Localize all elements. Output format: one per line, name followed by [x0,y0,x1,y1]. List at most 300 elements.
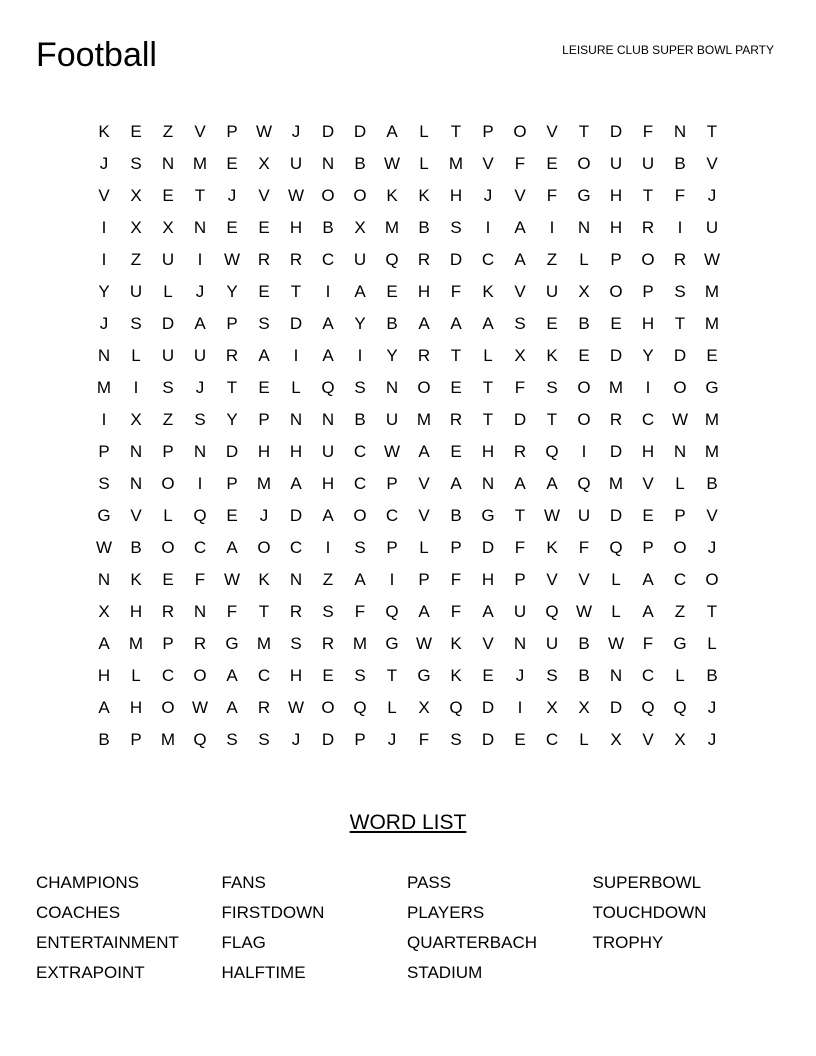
word-list-item: PLAYERS [407,903,485,922]
grid-letter: R [225,346,239,365]
grid-letter: X [130,218,142,237]
grid-letter: O [161,698,175,717]
grid-letter: D [161,314,175,333]
grid-letter: W [255,122,273,141]
grid-letter: W [223,250,241,269]
grid-letter: F [194,570,206,589]
word-list-item: STADIUM [407,963,483,982]
grid-letter: X [578,698,590,717]
grid-letter: O [321,186,335,205]
grid-letter: A [354,282,366,301]
grid-letter: X [130,186,142,205]
word-list-item: FIRSTDOWN [221,903,325,922]
grid-letter: E [258,218,270,237]
grid-letter: J [707,730,717,749]
grid-letter: S [322,602,334,621]
grid-letter: E [386,282,398,301]
grid-letter: F [642,122,654,141]
grid-letter: E [546,314,558,333]
grid-letter: T [706,122,718,141]
grid-letter: W [287,698,305,717]
grid-letter: U [545,634,559,653]
grid-letter: X [418,698,430,717]
grid-row [88,724,728,756]
grid-row [88,180,728,212]
grid-row [88,148,728,180]
grid-letter: C [161,666,175,685]
grid-letter: G [673,634,687,653]
grid-letter: D [481,538,495,557]
grid-letter: S [290,634,302,653]
grid-row [88,500,728,532]
grid-row [88,628,728,660]
grid-letter: I [645,378,651,397]
grid-letter: P [642,538,654,557]
grid-letter: V [706,506,718,525]
grid-letter: E [514,730,526,749]
grid-letter: Q [545,602,559,621]
grid-letter: D [609,698,623,717]
grid-letter: J [99,154,109,173]
grid-letter: M [416,410,432,429]
grid-letter: W [575,602,593,621]
grid-letter: L [579,730,589,749]
grid-letter: D [321,730,335,749]
grid-letter: S [674,282,686,301]
grid-letter: A [418,314,430,333]
grid-letter: T [642,186,654,205]
grid-letter: O [673,378,687,397]
grid-letter: A [290,474,302,493]
grid-letter: N [129,442,143,461]
grid-letter: S [258,314,270,333]
grid-letter: W [191,698,209,717]
grid-letter: Q [385,250,399,269]
grid-letter: L [387,698,397,717]
grid-letter: J [707,186,717,205]
grid-letter: T [482,378,494,397]
grid-letter: R [257,698,271,717]
grid-letter: W [415,634,433,653]
grid-letter: C [385,506,399,525]
grid-letter: C [481,250,495,269]
grid-letter: V [418,506,430,525]
word-list-item: CHAMPIONS [36,873,139,892]
grid-letter: Y [642,346,654,365]
grid-letter: H [257,442,271,461]
grid-letter: L [163,282,173,301]
grid-letter: C [641,666,655,685]
grid-letter: J [483,186,493,205]
grid-letter: P [162,442,174,461]
grid-letter: B [130,538,142,557]
grid-letter: U [161,346,175,365]
grid-letter: K [546,538,558,557]
grid-letter: N [481,474,495,493]
grid-letter: Y [98,282,110,301]
grid-letter: O [641,250,655,269]
grid-letter: N [609,666,623,685]
grid-letter: K [258,570,270,589]
grid-letter: L [419,538,429,557]
grid-letter: E [578,346,590,365]
grid-letter: D [609,506,623,525]
grid-letter: D [481,698,495,717]
grid-letter: E [450,442,462,461]
grid-letter: D [609,346,623,365]
grid-letter: V [578,570,590,589]
grid-letter: J [259,506,269,525]
grid-letter: R [161,602,175,621]
grid-letter: X [98,602,110,621]
grid-letter: T [706,602,718,621]
grid-letter: V [546,570,558,589]
grid-letter: N [577,218,591,237]
grid-letter: D [673,346,687,365]
grid-letter: P [258,410,270,429]
grid-letter: X [610,730,622,749]
grid-letter: L [419,154,429,173]
grid-letter: H [417,282,431,301]
word-list-item: FANS [221,873,266,892]
grid-letter: L [291,378,301,397]
grid-letter: E [482,666,494,685]
grid-letter: U [577,506,591,525]
grid-letter: L [419,122,429,141]
grid-letter: D [609,122,623,141]
grid-letter: D [449,250,463,269]
grid-letter: A [418,442,430,461]
grid-letter: F [514,538,526,557]
grid-letter: R [321,634,335,653]
grid-letter: A [514,218,526,237]
grid-letter: G [481,506,495,525]
grid-letter: Z [546,250,558,269]
grid-letter: A [514,250,526,269]
word-list-item: EXTRAPOINT [36,963,145,982]
grid-letter: W [671,410,689,429]
page-subtitle: LEISURE CLUB SUPER BOWL PARTY [562,43,774,57]
grid-letter: W [607,634,625,653]
word-list-column [593,868,779,988]
word-list-item: COACHES [36,903,121,922]
grid-letter: K [482,282,494,301]
grid-letter: P [610,250,622,269]
grid-letter: S [546,378,558,397]
grid-letter: T [578,122,590,141]
grid-letter: A [482,602,494,621]
grid-letter: G [705,378,719,397]
grid-letter: W [703,250,721,269]
grid-letter: T [194,186,206,205]
grid-letter: W [383,154,401,173]
grid-letter: R [513,442,527,461]
grid-letter: R [417,250,431,269]
grid-letter: U [161,250,175,269]
grid-row [88,372,728,404]
grid-letter: E [162,570,174,589]
grid-letter: Q [609,538,623,557]
grid-letter: U [289,154,303,173]
grid-row [88,532,728,564]
grid-letter: P [642,282,654,301]
grid-letter: M [608,378,624,397]
grid-letter: D [353,122,367,141]
grid-letter: M [448,154,464,173]
grid-row [88,436,728,468]
grid-letter: H [129,698,143,717]
grid-letter: O [193,666,207,685]
grid-letter: H [481,442,495,461]
grid-letter: Q [193,730,207,749]
grid-letter: I [677,218,683,237]
grid-letter: R [673,250,687,269]
grid-letter: A [642,602,654,621]
grid-letter: M [160,730,176,749]
grid-letter: M [256,634,272,653]
grid-letter: P [386,538,398,557]
grid-letter: T [546,410,558,429]
grid-letter: I [293,346,299,365]
grid-row [88,244,728,276]
grid-letter: U [545,282,559,301]
grid-letter: X [162,218,174,237]
grid-letter: L [675,474,685,493]
grid-letter: O [161,538,175,557]
grid-letter: F [418,730,430,749]
grid-letter: K [98,122,110,141]
grid-letter: N [97,346,111,365]
grid-letter: Z [322,570,334,589]
grid-letter: C [353,474,367,493]
grid-letter: I [197,250,203,269]
grid-letter: G [417,666,431,685]
grid-letter: S [130,154,142,173]
grid-letter: J [707,538,717,557]
grid-letter: R [449,410,463,429]
grid-letter: F [450,282,462,301]
grid-letter: I [517,698,523,717]
grid-letter: I [197,474,203,493]
grid-letter: I [133,378,139,397]
grid-letter: R [417,346,431,365]
grid-letter: A [98,698,110,717]
grid-letter: T [482,410,494,429]
grid-letter: E [226,506,238,525]
grid-letter: H [641,442,655,461]
grid-letter: O [257,538,271,557]
word-list-item: FLAG [221,933,266,952]
grid-letter: Q [545,442,559,461]
grid-letter: P [386,474,398,493]
grid-letter: V [194,122,206,141]
grid-letter: W [287,186,305,205]
grid-letter: E [162,186,174,205]
grid-letter: B [322,218,334,237]
grid-row [88,596,728,628]
grid-letter: E [450,378,462,397]
grid-letter: P [482,122,494,141]
grid-letter: V [706,154,718,173]
grid-letter: J [707,698,717,717]
grid-letter: A [450,474,462,493]
grid-letter: Y [226,282,238,301]
grid-letter: A [546,474,558,493]
grid-letter: Z [162,122,174,141]
grid-letter: A [642,570,654,589]
grid-letter: S [194,410,206,429]
grid-letter: S [450,730,462,749]
grid-letter: I [549,218,555,237]
grid-letter: D [289,506,303,525]
grid-letter: D [481,730,495,749]
grid-letter: N [289,570,303,589]
grid-letter: D [321,122,335,141]
grid-letter: E [322,666,334,685]
grid-letter: N [193,218,207,237]
grid-row [88,404,728,436]
grid-letter: B [578,314,590,333]
word-list-column [36,868,222,988]
grid-letter: A [226,538,238,557]
grid-letter: C [257,666,271,685]
grid-letter: K [450,666,462,685]
grid-letter: R [257,250,271,269]
grid-letter: X [578,282,590,301]
grid-letter: S [354,666,366,685]
word-list-item: SUPERBOWL [592,873,702,892]
grid-letter: M [128,634,144,653]
grid-letter: E [706,346,718,365]
grid-letter: U [705,218,719,237]
grid-letter: J [291,730,301,749]
grid-letter: F [514,378,526,397]
grid-row [88,340,728,372]
grid-letter: K [386,186,398,205]
grid-row [88,212,728,244]
grid-letter: M [96,378,112,397]
grid-letter: K [546,346,558,365]
grid-letter: E [226,154,238,173]
grid-letter: H [449,186,463,205]
word-list-column [222,868,408,988]
grid-letter: S [354,378,366,397]
grid-letter: V [514,282,526,301]
grid-letter: B [354,154,366,173]
grid-letter: V [642,730,654,749]
grid-letter: A [226,698,238,717]
grid-letter: T [226,378,238,397]
grid-letter: I [325,538,331,557]
grid-letter: B [354,410,366,429]
grid-letter: A [482,314,494,333]
grid-letter: Q [673,698,687,717]
grid-row [88,692,728,724]
grid-letter: L [611,602,621,621]
grid-letter: E [610,314,622,333]
grid-letter: Y [386,346,398,365]
grid-letter: X [354,218,366,237]
grid-letter: O [577,154,591,173]
grid-letter: O [577,410,591,429]
grid-letter: X [130,410,142,429]
grid-letter: S [354,538,366,557]
grid-letter: A [354,570,366,589]
grid-letter: L [131,666,141,685]
word-list-title: WORD LIST [349,811,467,834]
grid-letter: T [386,666,398,685]
grid-letter: P [98,442,110,461]
grid-letter: H [609,186,623,205]
grid-letter: B [578,634,590,653]
grid-row [88,308,728,340]
grid-letter: Q [385,602,399,621]
grid-letter: X [514,346,526,365]
grid-letter: P [354,730,366,749]
grid-letter: V [482,154,494,173]
grid-letter: U [129,282,143,301]
grid-letter: J [387,730,397,749]
grid-letter: A [322,314,334,333]
grid-letter: Y [354,314,366,333]
grid-letter: C [673,570,687,589]
grid-letter: P [418,570,430,589]
grid-letter: L [611,570,621,589]
grid-letter: R [609,410,623,429]
grid-letter: H [609,218,623,237]
grid-letter: D [513,410,527,429]
grid-letter: J [195,378,205,397]
grid-letter: T [514,506,526,525]
grid-letter: V [482,634,494,653]
word-list-item: HALFTIME [221,963,306,982]
grid-letter: P [674,506,686,525]
grid-letter: G [97,506,111,525]
grid-letter: C [641,410,655,429]
grid-letter: T [258,602,270,621]
grid-letter: T [450,346,462,365]
grid-letter: I [101,410,107,429]
grid-letter: I [389,570,395,589]
grid-letter: A [322,346,334,365]
grid-letter: J [195,282,205,301]
grid-letter: C [321,250,335,269]
grid-letter: Z [162,410,174,429]
grid-letter: N [513,634,527,653]
grid-letter: T [450,122,462,141]
grid-letter: U [385,410,399,429]
grid-letter: V [642,474,654,493]
grid-letter: F [578,538,590,557]
grid-letter: L [675,666,685,685]
grid-letter: L [707,634,717,653]
grid-letter: F [450,602,462,621]
grid-letter: N [673,442,687,461]
grid-letter: H [97,666,111,685]
grid-letter: N [129,474,143,493]
word-list [36,868,796,988]
grid-letter: O [673,538,687,557]
grid-letter: F [674,186,686,205]
grid-letter: F [226,602,238,621]
grid-letter: J [227,186,237,205]
grid-letter: N [193,442,207,461]
grid-row [88,660,728,692]
grid-letter: O [353,186,367,205]
grid-letter: O [609,282,623,301]
grid-letter: Q [577,474,591,493]
grid-letter: T [674,314,686,333]
